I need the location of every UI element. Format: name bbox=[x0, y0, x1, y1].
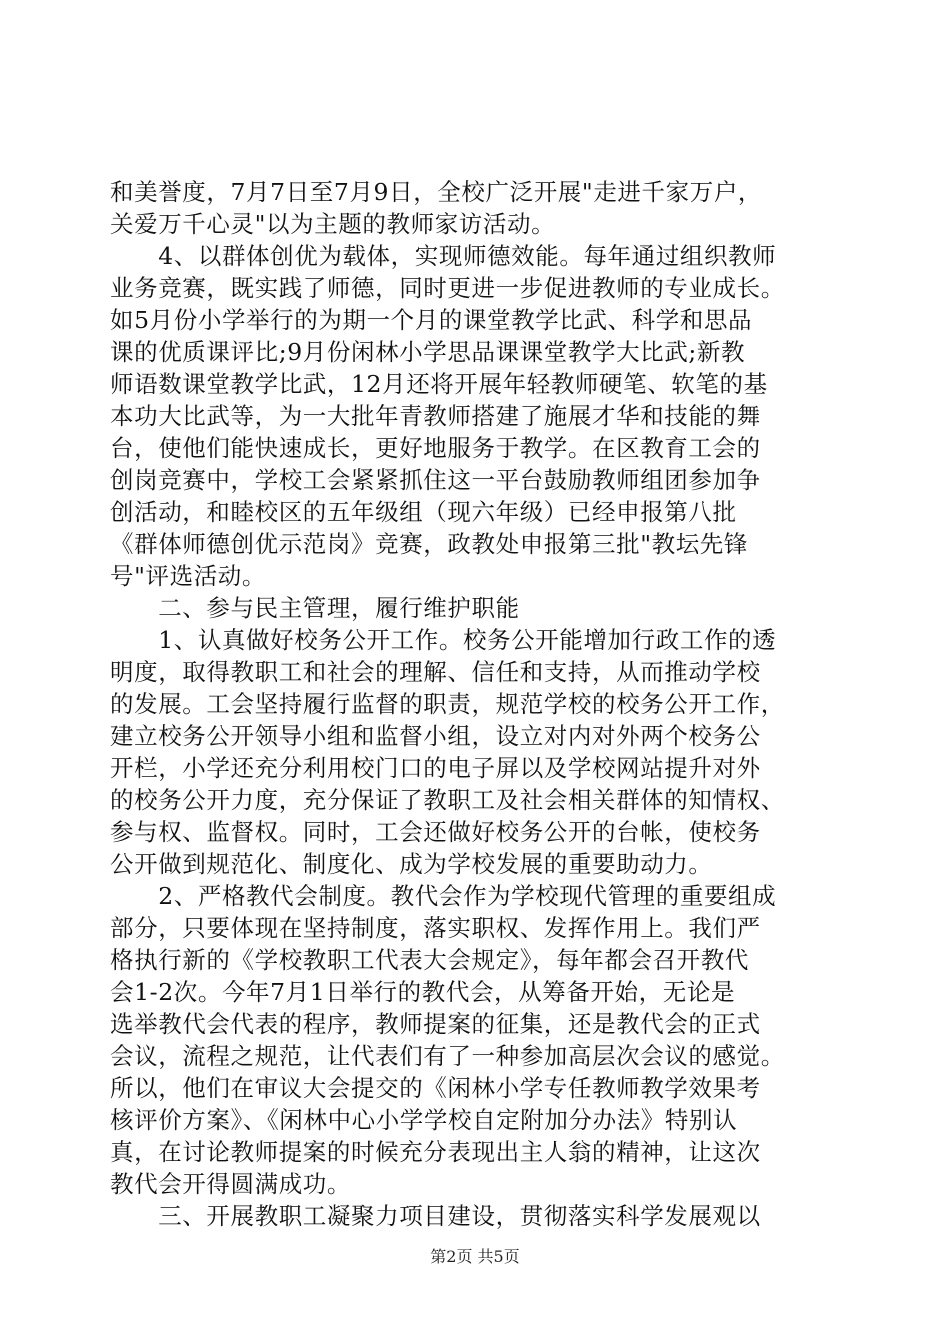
body-text-line: 的校务公开力度，充分保证了教职工及社会相关群体的知情权、 bbox=[110, 786, 785, 814]
body-text-line: 开栏，小学还充分利用校门口的电子屏以及学校网站提升对外 bbox=[110, 754, 761, 782]
body-text-line: 如5月份小学举行的为期一个月的课堂教学比武、科学和思品 bbox=[110, 306, 753, 334]
body-text-line: 2、严格教代会制度。教代会作为学校现代管理的重要组成 bbox=[110, 882, 777, 910]
body-text-line: 选举教代会代表的程序，教师提案的征集，还是教代会的正式 bbox=[110, 1010, 761, 1038]
body-text-line: 关爱万千心灵"以为主题的教师家访活动。 bbox=[110, 210, 556, 238]
body-text-line: 台，使他们能快速成长，更好地服务于教学。在区教育工会的 bbox=[110, 434, 761, 462]
body-text-line: 明度，取得教职工和社会的理解、信任和支持，从而推动学校 bbox=[110, 658, 761, 686]
body-text-line: 公开做到规范化、制度化、成为学校发展的重要助动力。 bbox=[110, 850, 713, 878]
body-text-line: 建立校务公开领导小组和监督小组，设立对内对外两个校务公 bbox=[110, 722, 761, 750]
body-text-line: 创活动，和睦校区的五年级组（现六年级）已经申报第八批 bbox=[110, 498, 737, 526]
body-text-line: 1、认真做好校务公开工作。校务公开能增加行政工作的透 bbox=[110, 626, 777, 654]
page-footer: 第2页 共5页 bbox=[430, 1247, 520, 1266]
body-text-line: 参与权、监督权。同时，工会还做好校务公开的台帐，使校务 bbox=[110, 818, 761, 846]
body-text-line: 会1-2次。今年7月1日举行的教代会，从筹备开始，无论是 bbox=[110, 978, 736, 1006]
section-heading: 二、参与民主管理，履行维护职能 bbox=[110, 594, 520, 622]
body-text-line: 教代会开得圆满成功。 bbox=[110, 1170, 351, 1198]
body-text-line: 和美誉度，7月7日至7月9日，全校广泛开展"走进千家万户， bbox=[110, 178, 763, 206]
body-text-line: 部分，只要体现在坚持制度，落实职权、发挥作用上。我们严 bbox=[110, 914, 761, 942]
body-text-line: 真，在讨论教师提案的时候充分表现出主人翁的精神，让这次 bbox=[110, 1138, 761, 1166]
body-text-line: 创岗竞赛中，学校工会紧紧抓住这一平台鼓励教师组团参加争 bbox=[110, 466, 761, 494]
body-text-line: 课的优质课评比;9月份闲林小学思品课课堂教学大比武;新教 bbox=[110, 338, 746, 366]
body-text-line: 会议，流程之规范，让代表们有了一种参加高层次会议的感觉。 bbox=[110, 1042, 785, 1070]
body-text-line: 的发展。工会坚持履行监督的职责，规范学校的校务公开工作， bbox=[110, 690, 785, 718]
body-text-line: 号"评选活动。 bbox=[110, 562, 267, 590]
body-text-line: 本功大比武等，为一大批年青教师搭建了施展才华和技能的舞 bbox=[110, 402, 761, 430]
section-heading: 三、开展教职工凝聚力项目建设，贯彻落实科学发展观以 bbox=[110, 1202, 761, 1230]
body-text-line: 《群体师德创优示范岗》竞赛，政教处申报第三批"教坛先锋 bbox=[110, 530, 749, 558]
body-text-line: 业务竞赛，既实践了师德，同时更进一步促进教师的专业成长。 bbox=[110, 274, 785, 302]
body-text-line: 格执行新的《学校教职工代表大会规定》，每年都会召开教代 bbox=[110, 946, 749, 974]
body-text-line: 核评价方案》、《闲林中心小学学校自定附加分办法》特别认 bbox=[110, 1106, 738, 1134]
body-text-line: 4、以群体创优为载体，实现师德效能。每年通过组织教师 bbox=[110, 242, 777, 270]
body-text-line: 所以，他们在审议大会提交的《闲林小学专任教师教学效果考 bbox=[110, 1074, 761, 1102]
body-text-line: 师语数课堂教学比武，12月还将开展年轻教师硬笔、软笔的基 bbox=[110, 370, 768, 398]
